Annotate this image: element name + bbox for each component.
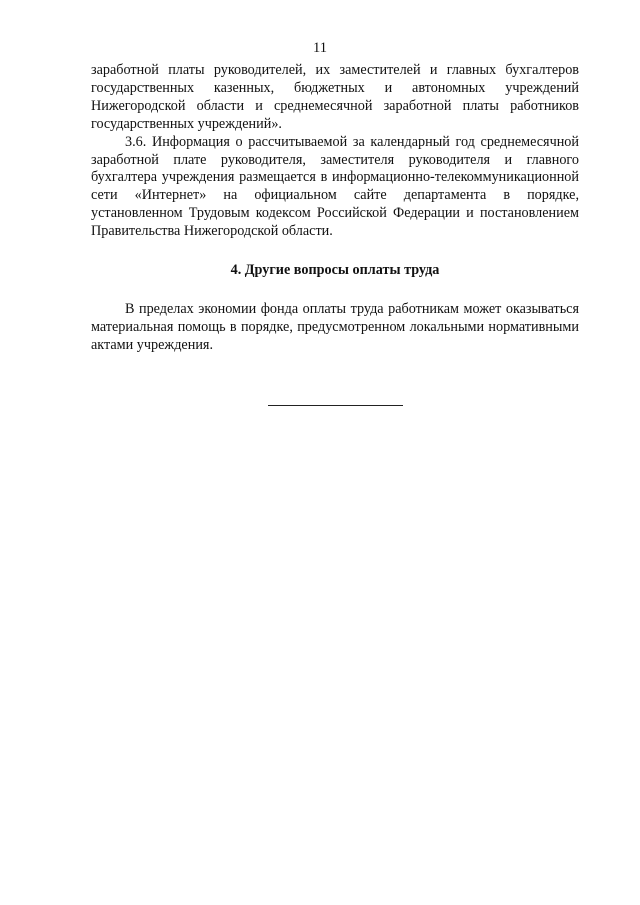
paragraph-continuation: заработной платы руководителей, их заместителей и главных бухгалтеров государственных казенных, бюджетных и автономных учреждений Нижегородской области и среднемесячной заработной платы работников государственных учреждений». (91, 62, 579, 132)
section-heading-4: 4. Другие вопросы оплаты труда (230, 262, 440, 279)
paragraph-3-6: 3.6. Информация о рассчитываемой за календарный год среднемесячной заработной плате руководителя, заместителя руководителя и главного бухгалтера учреждения размещается в информационно-телекоммуникационной сети «Интернет» на официальном сайте департамента в порядке, установленном Трудовым кодексом Российской Федерации и постановлением Правительства Нижегородской области. (91, 133, 579, 240)
paragraph-section-4: В пределах экономии фонда оплаты труда работникам может оказываться материальная помощь в порядке, предусмотренном локальными нормативными актами учреждения. (91, 300, 579, 353)
closing-divider (268, 405, 403, 406)
document-body (91, 62, 579, 355)
page-number: 11 (313, 40, 327, 56)
